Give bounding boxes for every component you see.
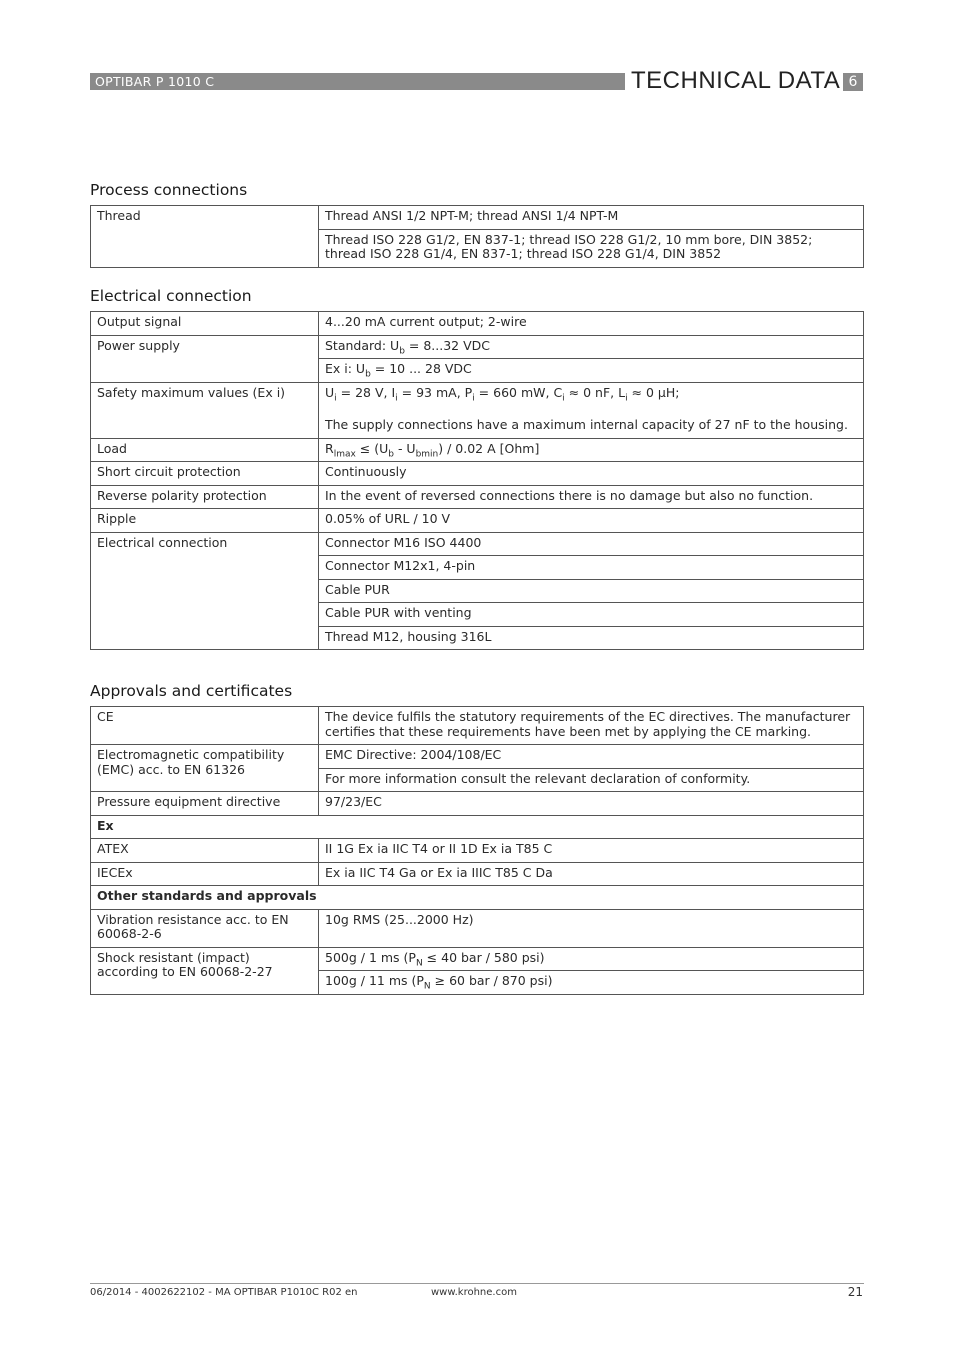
subscript: i bbox=[334, 393, 337, 403]
row-value: In the event of reversed connections there is no damage but also no function. bbox=[319, 485, 864, 509]
electrical-connection-table bbox=[90, 311, 864, 650]
text: 500g / 1 ms (P bbox=[325, 949, 416, 965]
row-label: Safety maximum values (Ex i) bbox=[91, 382, 319, 438]
subscript: N bbox=[423, 981, 431, 992]
text: R bbox=[325, 440, 334, 456]
table-row bbox=[91, 745, 864, 769]
row-label: Thread bbox=[91, 206, 319, 268]
row-label: Ripple bbox=[91, 509, 319, 533]
row-value: EMC Directive: 2004/108/EC bbox=[319, 745, 864, 769]
product-name: OPTIBAR P 1010 C bbox=[90, 73, 625, 90]
row-value: Cable PUR bbox=[319, 579, 864, 603]
section-heading: Approvals and certificates bbox=[90, 682, 293, 700]
row-label: Electromagnetic compatibility (EMC) acc. to EN 61326 bbox=[91, 745, 319, 792]
table-row bbox=[91, 438, 864, 462]
text: ≈ 0 nF, L bbox=[564, 384, 626, 400]
text: = 660 mW, C bbox=[474, 384, 563, 400]
row-value bbox=[319, 947, 864, 971]
table-row bbox=[91, 485, 864, 509]
row-value bbox=[319, 359, 864, 383]
text: ) / 0.02 A [Ohm] bbox=[438, 440, 540, 456]
process-connections-table bbox=[90, 205, 864, 268]
electrical-connection-section bbox=[90, 287, 864, 650]
table-row bbox=[91, 909, 864, 947]
table-row bbox=[91, 206, 864, 230]
website-link[interactable]: www.krohne.com bbox=[431, 1287, 517, 1298]
subscript: i bbox=[472, 393, 475, 403]
table-row bbox=[91, 509, 864, 533]
subscript: N bbox=[415, 958, 423, 968]
subscript: bmin bbox=[415, 449, 439, 459]
row-value bbox=[319, 971, 864, 995]
row-label: IECEx bbox=[91, 862, 319, 886]
table-row bbox=[91, 335, 864, 359]
row-value: Thread ANSI 1/2 NPT-M; thread ANSI 1/4 NPT-M bbox=[319, 206, 864, 230]
table-row bbox=[91, 792, 864, 816]
table-row bbox=[91, 886, 864, 910]
text: ≈ 0 µH; bbox=[627, 384, 680, 400]
row-value: 10g RMS (25...2000 Hz) bbox=[319, 909, 864, 947]
table-row bbox=[91, 707, 864, 745]
text: 100g / 11 ms (P bbox=[325, 973, 424, 988]
row-value: Continuously bbox=[319, 462, 864, 486]
section-title: TECHNICAL DATA bbox=[631, 67, 841, 94]
section-heading: Electrical connection bbox=[90, 287, 252, 305]
document-reference: 06/2014 - 4002622102 - MA OPTIBAR P1010C R02 en bbox=[90, 1287, 358, 1298]
table-row bbox=[91, 462, 864, 486]
row-value: II 1G Ex ia IIC T4 or II 1D Ex ia T85 C bbox=[319, 839, 864, 863]
text: - U bbox=[393, 440, 416, 456]
row-label: Vibration resistance acc. to EN 60068-2-6 bbox=[91, 909, 319, 947]
row-value bbox=[319, 382, 864, 438]
row-value: Thread ISO 228 G1/2, EN 837-1; thread ISO 228 G1/2, 10 mm bore, DIN 3852; thread ISO 228 G1/4, EN 837-1; thread ISO 228 G1/4, DIN 3852 bbox=[319, 229, 864, 267]
row-value: Cable PUR with venting bbox=[319, 603, 864, 627]
row-value: Connector M16 ISO 4400 bbox=[319, 532, 864, 556]
subscript: i bbox=[562, 393, 565, 403]
text: U bbox=[325, 384, 335, 400]
footer-divider bbox=[90, 1283, 864, 1284]
row-label: Short circuit protection bbox=[91, 462, 319, 486]
subscript: lmax bbox=[333, 449, 356, 459]
table-row bbox=[91, 862, 864, 886]
table-row bbox=[91, 312, 864, 336]
subscript: i bbox=[395, 393, 398, 403]
row-label: Power supply bbox=[91, 335, 319, 382]
text: = 28 V, I bbox=[336, 384, 396, 400]
safety-values bbox=[325, 386, 857, 401]
section-heading: Process connections bbox=[90, 181, 248, 199]
table-row bbox=[91, 839, 864, 863]
text: ≥ 60 bar / 870 psi) bbox=[430, 973, 553, 988]
subscript: b bbox=[388, 449, 394, 459]
row-label: ATEX bbox=[91, 839, 319, 863]
approvals-table bbox=[90, 706, 864, 995]
row-value bbox=[319, 438, 864, 462]
text: = 8...32 VDC bbox=[404, 337, 490, 353]
row-value: Connector M12x1, 4-pin bbox=[319, 556, 864, 580]
row-value bbox=[319, 335, 864, 359]
row-value: 97/23/EC bbox=[319, 792, 864, 816]
page-number: 21 bbox=[847, 1285, 863, 1299]
row-value: The device fulfils the statutory requirements of the EC directives. The manufacturer certifies that these requirements have been met by applying the CE marking. bbox=[319, 707, 864, 745]
row-value: Thread M12, housing 316L bbox=[319, 626, 864, 650]
group-header: Other standards and approvals bbox=[91, 886, 864, 910]
subscript: b bbox=[365, 369, 371, 380]
text: = 93 mA, P bbox=[397, 384, 473, 400]
table-row bbox=[91, 947, 864, 971]
text: Ex i: U bbox=[325, 361, 366, 376]
row-label: CE bbox=[91, 707, 319, 745]
row-label: Load bbox=[91, 438, 319, 462]
chapter-number: 6 bbox=[843, 73, 863, 91]
process-connections-section bbox=[90, 181, 864, 268]
row-label: Output signal bbox=[91, 312, 319, 336]
group-header: Ex bbox=[91, 815, 864, 839]
table-row bbox=[91, 815, 864, 839]
text: ≤ (U bbox=[355, 440, 389, 456]
approvals-section bbox=[90, 682, 864, 995]
page-header bbox=[90, 68, 864, 94]
row-value: For more information consult the relevant declaration of conformity. bbox=[319, 768, 864, 792]
row-value: 0.05% of URL / 10 V bbox=[319, 509, 864, 533]
subscript: i bbox=[625, 393, 628, 403]
row-value: Ex ia IIC T4 Ga or Ex ia IIIC T85 C Da bbox=[319, 862, 864, 886]
row-value: 4...20 mA current output; 2-wire bbox=[319, 312, 864, 336]
table-row bbox=[91, 382, 864, 438]
row-label: Pressure equipment directive bbox=[91, 792, 319, 816]
row-label: Reverse polarity protection bbox=[91, 485, 319, 509]
text: Standard: U bbox=[325, 337, 400, 353]
table-row bbox=[91, 532, 864, 556]
text: ≤ 40 bar / 580 psi) bbox=[422, 949, 545, 965]
subscript: b bbox=[399, 346, 405, 356]
row-label: Electrical connection bbox=[91, 532, 319, 650]
safety-note: The supply connections have a maximum internal capacity of 27 nF to the housing. bbox=[325, 417, 848, 432]
row-label: Shock resistant (impact) according to EN 60068-2-27 bbox=[91, 947, 319, 994]
text: = 10 ... 28 VDC bbox=[370, 361, 472, 376]
